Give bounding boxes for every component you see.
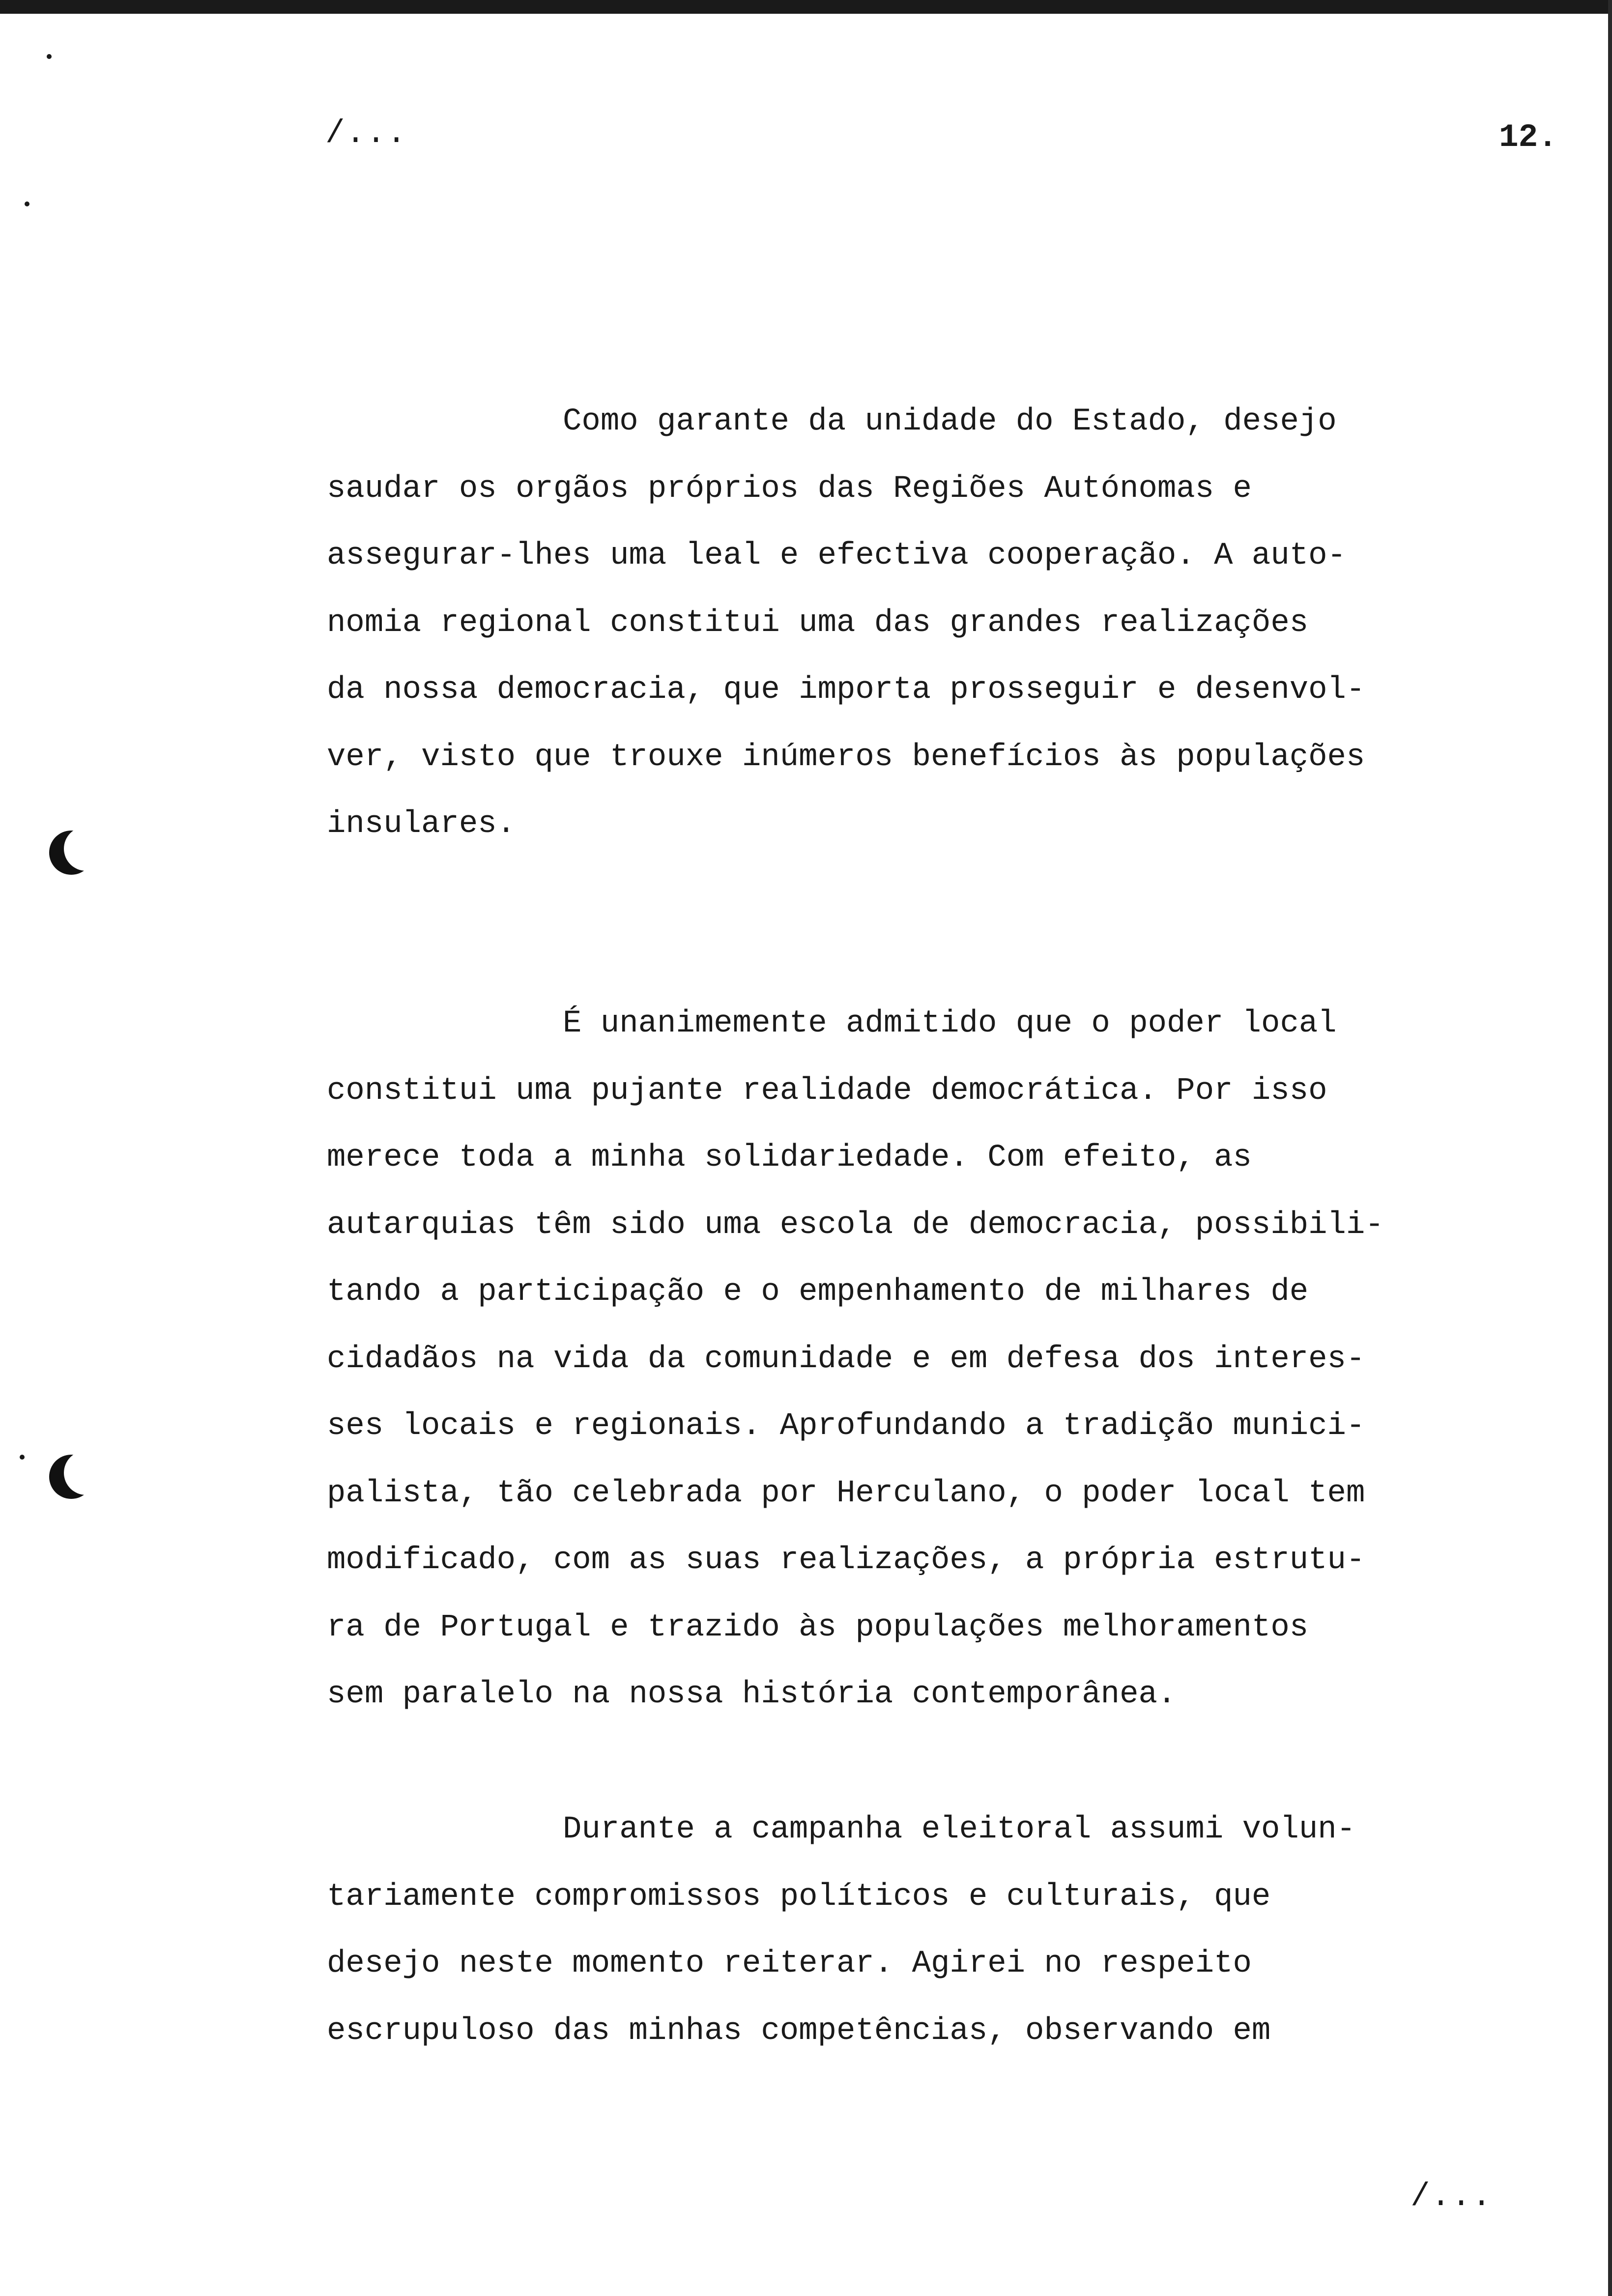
text-line: constitui uma pujante realidade democrática. Por isso	[327, 1073, 1327, 1109]
paragraph-local-power	[327, 990, 1477, 1728]
page-number: 12.	[1499, 119, 1557, 156]
text-line: escrupuloso das minhas competências, observando em	[327, 2013, 1271, 2049]
text-line: desejo neste momento reiterar. Agirei no respeito	[327, 1946, 1252, 1981]
text-line: nomia regional constitui uma das grandes realizações	[327, 605, 1309, 641]
text-line: sem paralelo na nossa história contemporânea.	[327, 1677, 1177, 1712]
text-line: assegurar-lhes uma leal e efectiva cooperação. A auto-	[327, 538, 1346, 574]
scan-right-border	[1608, 0, 1612, 2296]
text-line: É unanimemente admitido que o poder local	[563, 1006, 1337, 1041]
paragraph-regional-autonomy	[327, 388, 1477, 858]
text-line: cidadãos na vida da comunidade e em defesa dos interes-	[327, 1341, 1365, 1377]
paragraph-campaign-commitments	[327, 1796, 1477, 2065]
text-line: autarquias têm sido uma escola de democracia, possibili-	[327, 1207, 1384, 1243]
scan-speck	[20, 1455, 25, 1460]
punch-hole-mark	[49, 1455, 93, 1499]
header-continuation-mark: /...	[325, 115, 407, 152]
text-line: tariamente compromissos políticos e culturais, que	[327, 1879, 1271, 1915]
text-line: saudar os orgãos próprios das Regiões Autónomas e	[327, 471, 1252, 507]
text-line: Durante a campanha eleitoral assumi volun-	[563, 1812, 1356, 1847]
text-line: ra de Portugal e trazido às populações melhoramentos	[327, 1609, 1309, 1645]
text-line: insulares.	[327, 806, 516, 842]
text-line: modificado, com as suas realizações, a própria estrutu-	[327, 1543, 1365, 1578]
scan-top-border	[0, 0, 1612, 14]
scan-speck	[47, 54, 52, 59]
text-line: ver, visto que trouxe inúmeros benefícios às populações	[327, 739, 1365, 775]
text-line: da nossa democracia, que importa prosseguir e desenvol-	[327, 672, 1365, 708]
text-line: tando a participação e o empenhamento de milhares de	[327, 1274, 1309, 1310]
text-line: Como garante da unidade do Estado, desejo	[563, 404, 1337, 439]
text-line: palista, tão celebrada por Herculano, o poder local tem	[327, 1475, 1365, 1511]
punch-hole-mark	[49, 831, 93, 875]
footer-continuation-mark: /...	[1410, 2178, 1493, 2215]
scan-speck	[25, 201, 29, 206]
text-line: ses locais e regionais. Aprofundando a tradição munici-	[327, 1408, 1365, 1444]
text-line: merece toda a minha solidariedade. Com efeito, as	[327, 1140, 1252, 1176]
